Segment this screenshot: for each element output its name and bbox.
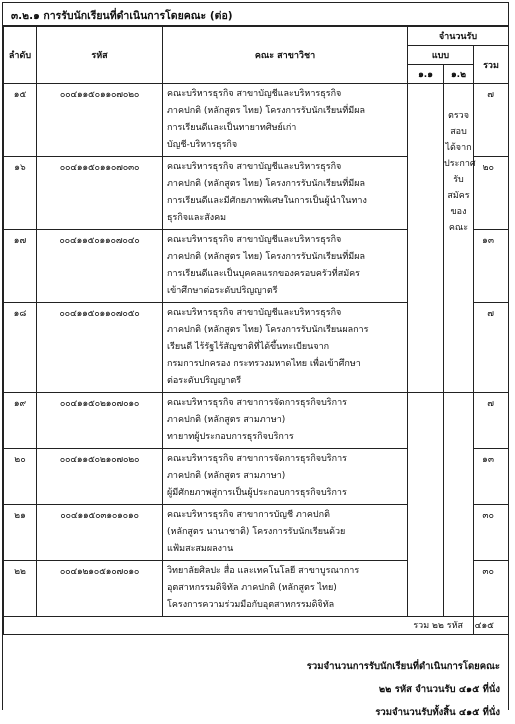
row-seq: ๑๗ [4,230,37,303]
note-line: ประกาศ [444,159,476,169]
row-total: ๗ [474,303,509,393]
row-total: ๗ [474,84,509,157]
summary-line-3: รวมจำนวนรับทั้งสิ้น ๔๑๕ ที่นั่ง [375,707,500,718]
row-seq: ๑๖ [4,157,37,230]
row-total: ๓๐ [474,561,509,617]
faculty-line: ผู้มีศักยภาพสู่การเป็นผู้ประกอบการธุรกิจบริการ [167,488,347,498]
header-total: รวม [474,46,509,84]
faculty-line: ภาคปกติ (หลักสูตร ไทย) โครงการรับนักเรียนที่มีผล [167,106,365,116]
admission-table [3,26,509,635]
row-total: ๑๓ [474,449,509,505]
verification-note [444,84,476,236]
header-seq: ลำดับ [4,27,37,84]
row-faculty [163,561,408,617]
faculty-line: ภาคปกติ (หลักสูตร ไทย) โครงการรับนักเรียนที่มีผล [167,252,365,262]
faculty-line: โครงการความร่วมมือกับอุตสาหกรรมดิจิทัล [167,600,335,610]
faculty-line: คณะบริหารธุรกิจ สาขาการจัดการธุรกิจบริการ [167,398,347,408]
faculty-line: ภาคปกติ (หลักสูตร สามภาษา) [167,471,286,481]
row-code: ๐๐๔๑๑๕๐๓๑๐๑๐๑๐ [37,505,163,561]
faculty-line: คณะบริหารธุรกิจ สาขาบัญชีและบริหารธุรกิจ [167,235,342,245]
type-1-2-cell [444,84,474,393]
faculty-line: คณะบริหารธุรกิจ สาขาการบัญชี ภาคปกติ [167,510,330,520]
header-type-1-2: ๑.๒ [444,65,474,84]
faculty-line: ต่อระดับปริญญาตรี [167,376,242,386]
table-body [4,84,509,635]
row-faculty [163,84,408,157]
faculty-line: คณะบริหารธุรกิจ สาขาบัญชีและบริหารธุรกิจ [167,162,342,172]
row-seq: ๑๙ [4,393,37,449]
header-type-1-1: ๑.๑ [408,65,444,84]
faculty-line: แฟ้มสะสมผลงาน [167,544,234,554]
type-1-1-cell [408,393,444,617]
row-seq: ๒๑ [4,505,37,561]
faculty-line: การเรียนดีและมีศักยภาพพิเศษในการเป็นผู้นำในทาง [167,196,367,206]
summary-line-2: ๒๒ รหัส จำนวนรับ ๔๑๕ ที่นั่ง [378,684,500,695]
faculty-line: เรียนดี ไร้รัฐไร้สัญชาติที่ได้ขึ้นทะเบียนจาก [167,342,330,352]
faculty-line: การเรียนดีและเป็นทายาทศิษย์เก่า [167,123,297,133]
row-faculty [163,393,408,449]
header-code: รหัส [37,27,163,84]
row-code: ๐๐๔๑๑๕๐๑๑๐๗๐๕๐ [37,303,163,393]
faculty-line: บัญชี-บริหารธุรกิจ [167,140,238,150]
faculty-line: ภาคปกติ (หลักสูตร สามภาษา) [167,415,286,425]
faculty-line: คณะบริหารธุรกิจ สาขาบัญชีและบริหารธุรกิจ [167,308,342,318]
faculty-line: ภาคปกติ (หลักสูตร ไทย) โครงการรับนักเรียนผลการ [167,325,369,335]
faculty-line: วิทยาลัยศิลปะ สื่อ และเทคโนโลยี สาขาบูรณาการ [167,566,360,576]
faculty-line: คณะบริหารธุรกิจ สาขาบัญชีและบริหารธุรกิจ [167,89,342,99]
row-faculty [163,505,408,561]
row-seq: ๑๕ [4,84,37,157]
note-line: ของคณะ [448,207,469,233]
row-code: ๐๐๔๑๑๕๐๑๑๐๗๐๒๐ [37,84,163,157]
faculty-line: การเรียนดีและเป็นบุคคลแรกของครอบครัวที่สมัคร [167,269,361,279]
row-faculty [163,303,408,393]
faculty-line: (หลักสูตร นานาชาติ) โครงการรับนักเรียนด้วย [167,527,346,537]
row-total: ๑๓ [474,230,509,303]
row-total: ๒๐ [474,157,509,230]
note-line: ได้จาก [445,143,472,153]
totals-row [4,617,509,635]
row-seq: ๒๐ [4,449,37,505]
summary-block [307,655,500,724]
row-total: ๓๐ [474,505,509,561]
row-code: ๐๐๔๑๑๕๐๒๑๐๗๐๒๐ [37,449,163,505]
row-code: ๐๐๔๑๑๕๐๑๑๐๗๐๔๐ [37,230,163,303]
table-row [4,393,509,449]
row-code: ๐๐๔๑๒๑๐๕๑๐๗๐๑๐ [37,561,163,617]
section-title: ๓.๒.๑ การรับนักเรียนที่ดำเนินการโดยคณะ (ต่อ) [11,10,233,22]
faculty-line: คณะบริหารธุรกิจ สาขาการจัดการธุรกิจบริการ [167,454,347,464]
summary-line-1: รวมจำนวนการรับนักเรียนที่ดำเนินการโดยคณะ [306,661,500,672]
note-line: ตรวจสอบ [447,111,469,137]
document-page [2,2,509,718]
row-faculty [163,230,408,303]
row-faculty [163,157,408,230]
totals-value: ๔๑๕ [474,617,509,635]
faculty-line: ภาคปกติ (หลักสูตร ไทย) โครงการรับนักเรียนที่มีผล [167,179,365,189]
header-type: แบบ [408,46,474,65]
row-code: ๐๐๔๑๑๕๐๑๑๐๗๐๓๐ [37,157,163,230]
row-faculty [163,449,408,505]
row-seq: ๒๒ [4,561,37,617]
faculty-line: ทายาทผู้ประกอบการธุรกิจบริการ [167,432,294,442]
note-line: รับสมัคร [447,175,470,201]
table-row [4,84,509,157]
totals-label: รวม ๒๒ รหัส [4,617,474,635]
type-1-2-cell [444,393,474,617]
faculty-line: กรมการปกครอง กระทรวงมหาดไทย เพื่อเข้าศึกษา [167,359,361,369]
row-seq: ๑๘ [4,303,37,393]
faculty-line: อุตสาหกรรมดิจิทัล ภาคปกติ (หลักสูตร ไทย) [167,583,337,593]
header-faculty: คณะ สาขาวิชา [163,27,408,84]
header-quota: จำนวนรับ [408,27,509,46]
row-total: ๗ [474,393,509,449]
row-code: ๐๐๔๑๑๕๐๒๑๐๗๐๑๐ [37,393,163,449]
faculty-line: ธุรกิจและสังคม [167,213,227,223]
type-1-1-cell [408,84,444,393]
faculty-line: เข้าศึกษาต่อระดับปริญญาตรี [167,286,278,296]
